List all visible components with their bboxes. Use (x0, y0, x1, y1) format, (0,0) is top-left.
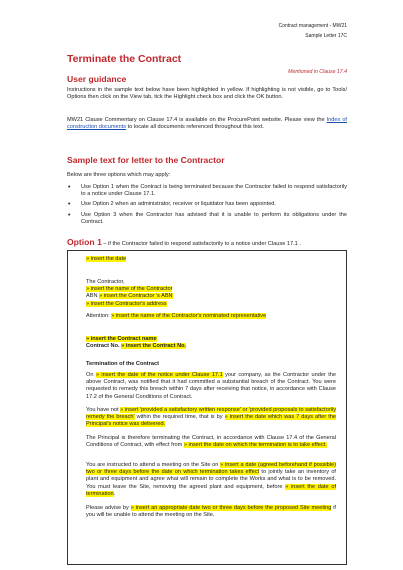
list-item: • Use Option 2 when an administrator, receiver or liquidator has been appointed. (68, 201, 276, 209)
letter-attention: Attention: » insert the name of the Contractor's nominated representative (86, 313, 267, 319)
header-line-2: Sample Letter 17C (305, 33, 347, 39)
guidance-text-end: to locate all documents referenced throughout this text. (127, 124, 264, 131)
header-line-1: Contract management - MW21 (278, 23, 347, 29)
letter-date: » insert the date (86, 256, 127, 262)
recipient-name: » insert the name of the Contractor (86, 286, 173, 293)
contract-name: » insert the Contract name (86, 336, 157, 342)
sample-heading: Sample text for letter to the Contractor (67, 155, 225, 165)
letter-paragraph-3: The Principal is therefore terminating the Contract, in accordance with Clause 17.4 of the General Conditions of Contract, with effect from » insert the date on which the termination is to take effect. (86, 435, 336, 449)
guidance-paragraph-1: Instructions in the sample text below have been highlighted in yellow. If highlighting is not visible, go to Tools/ Options then click on the View tab, tick the Highlight check box and click the OK button. (67, 87, 347, 101)
list-item: • Use Option 1 when the Contract is being terminated because the Contractor failed to respond satisfactorily to a notice under Clause 17.1. (68, 184, 347, 198)
recipient-abn: ABN » insert the Contractor 's ABN (86, 293, 173, 300)
contract-number: Contract No. » insert the Contract No. (86, 343, 187, 350)
letter-contract-block (86, 336, 336, 350)
recipient-address: » insert the Contractor's address (86, 300, 167, 307)
list-item: • Use Option 3 when the Contractor has advised that it is unable to perform its obligations under the Contract. (68, 211, 347, 225)
letter-paragraph-4: You are instructed to attend a meeting on the Site on » insert a date (agreed beforehand if possible) two or three days before the date on which termination takes effect to jointly take an inventory of plant and equipment and agree what will remain to complete the Works and what is to be removed. You must leave the Site, removing the agreed plant and equipment, before » insert the date of termination. (86, 462, 337, 497)
option-1-label: Option 1 (67, 237, 102, 247)
letter-paragraph-2: You have not » insert 'provided a satisfactory written response' or 'provided proposals to satisfactorily remedy the breach' within the required time, that is by » insert the date which was 7 days after the Principal's notice was delivered. (86, 407, 337, 428)
page-title: Terminate the Contract (67, 53, 182, 65)
bullet-icon: • (68, 211, 71, 219)
option-list (67, 184, 347, 229)
letter-address-block (86, 279, 336, 308)
option-1-heading (67, 237, 301, 247)
index-of-construction-documents-link[interactable]: Index of construction documents (67, 117, 347, 131)
bullet-icon: • (68, 184, 71, 191)
option-1-suffix: . (299, 241, 301, 247)
clause-reference: Mentioned in Clause 17.4 (288, 69, 347, 75)
guidance-heading: User guidance (67, 74, 127, 84)
sample-intro: Below are three options which may apply: (67, 172, 171, 178)
letter-paragraph-5: Please advise by » insert an appropriate date two or three days before the proposed Site meeting if you will be unable to attend the meeting on the Site. (86, 505, 336, 519)
bullet-icon: • (68, 201, 71, 209)
letter-paragraph-1: On » insert the date of the notice under Clause 17.1 your company, as the Contractor under the above Contract, was notified that it had committed a substantial breach of the Contract. You were requested to remedy this breach within 7 days after receiving that notice, in accordance with Clause 17.2 of the General Conditions of Contract. (86, 372, 336, 400)
guidance-text: MW21 Clause Commentary on Clause 17.4 is available on the ProcurePoint website. Please view the (67, 117, 325, 123)
option-1-text: – if the Contractor failed to respond satisfactorily to a notice under Clause 17.1 (103, 241, 298, 247)
guidance-paragraph-2 (67, 117, 347, 132)
letter-subject: Termination of the Contract (86, 361, 159, 367)
recipient: The Contractor, (86, 279, 125, 285)
